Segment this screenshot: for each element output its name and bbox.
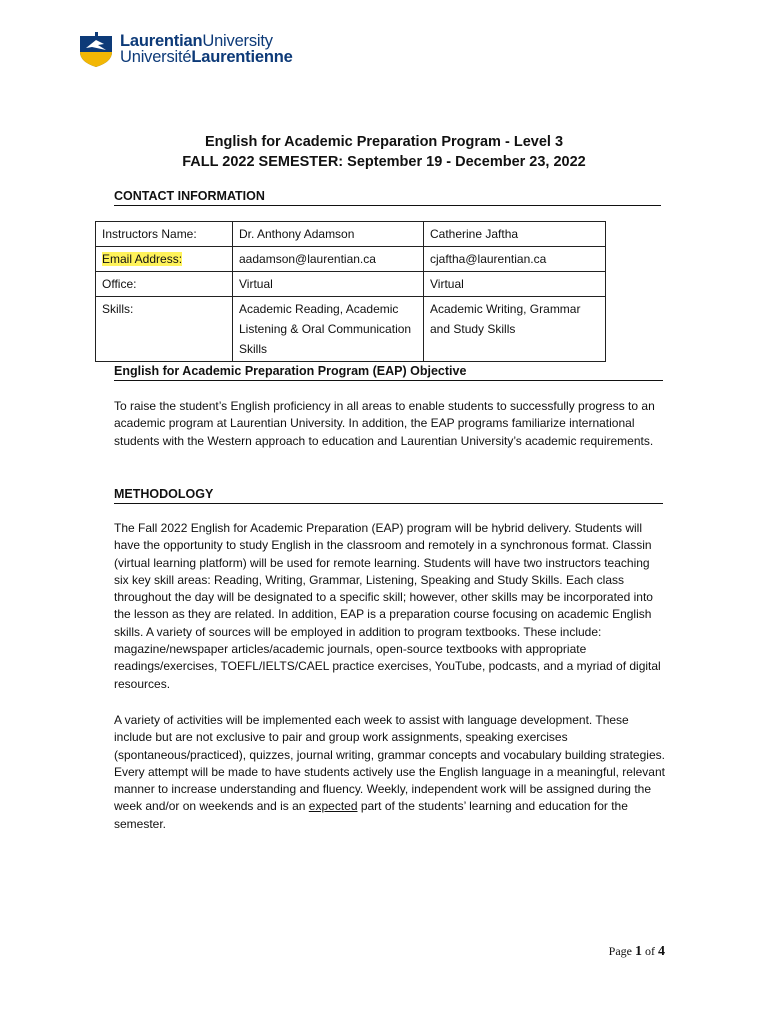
laurentian-shield-icon bbox=[78, 30, 114, 68]
table-cell: Academic Reading, Academic Listening & Oral Communication Skills bbox=[233, 297, 424, 362]
logo-line1-thin: University bbox=[202, 32, 273, 50]
table-cell: Instructors Name: bbox=[96, 222, 233, 247]
objective-heading: English for Academic Preparation Program (EAP) Objective bbox=[114, 363, 663, 381]
current-page: 1 bbox=[635, 944, 642, 959]
contact-table bbox=[95, 221, 606, 362]
methodology-text-1: The Fall 2022 English for Academic Preparation (EAP) program will be hybrid delivery. Students will have the opportunity to study English in the classroom and remotely in a synchronous format. Classin (virtual learning platform) will be used for remote learning. Students will have two instructors teaching six key skill areas: Reading, Writing, Grammar, Listening, Speaking and Study Skills. Each class throughout the day will be designated to a specific skill; however, other skills may be incorporated into the lesson as they are related. In addition, EAP is a preparation course focusing on academic English skills. A variety of sources will be employed in addition to program textbooks. These include: magazine/newspaper articles/academic journals, open-source textbooks with appropriate readings/exercises, TOEFL/IELTS/CAEL practice exercises, YouTube, podcasts, and a myriad of digital resources. bbox=[114, 521, 661, 691]
logo-line2-thin: Université bbox=[120, 48, 192, 66]
email-address-label: Email Address: bbox=[102, 252, 183, 266]
page-number bbox=[609, 944, 665, 960]
table-row bbox=[96, 222, 606, 247]
contact-heading: CONTACT INFORMATION bbox=[114, 188, 661, 206]
document-title bbox=[0, 132, 768, 172]
university-logo bbox=[78, 30, 293, 68]
objective-paragraph bbox=[114, 398, 666, 450]
title-line-2: FALL 2022 SEMESTER: September 19 - December 23, 2022 bbox=[182, 154, 586, 170]
logo-line2-bold: Laurentienne bbox=[191, 48, 293, 66]
table-cell: Virtual bbox=[233, 272, 424, 297]
table-row bbox=[96, 297, 606, 362]
methodology-paragraph-1 bbox=[114, 520, 666, 693]
page-word: Page bbox=[608, 944, 632, 958]
of-word: of bbox=[645, 944, 655, 958]
table-cell: Catherine Jaftha bbox=[424, 222, 606, 247]
expected-underlined: expected bbox=[308, 799, 358, 814]
email-link[interactable]: cjaftha@laurentian.ca bbox=[424, 247, 606, 272]
methodology-heading: METHODOLOGY bbox=[114, 486, 663, 504]
title-line-1: English for Academic Preparation Program - Level 3 bbox=[204, 134, 564, 150]
table-cell bbox=[96, 247, 233, 272]
table-cell: Academic Writing, Grammar and Study Skills bbox=[424, 297, 606, 362]
table-cell: Office: bbox=[96, 272, 233, 297]
methodology-text-2b: part of the students’ learning and education for the semester. bbox=[114, 799, 628, 831]
table-row bbox=[96, 247, 606, 272]
objective-text: To raise the student’s English proficiency in all areas to enable students to successfully progress to an academic program at Laurentian University. In addition, the EAP programs familiarize international students with the Western approach to education and Laurentian University’s academic requirements. bbox=[114, 399, 655, 448]
table-cell: Dr. Anthony Adamson bbox=[233, 222, 424, 247]
total-pages: 4 bbox=[658, 944, 665, 959]
logo-line1-bold: Laurentian bbox=[120, 32, 203, 50]
table-row bbox=[96, 272, 606, 297]
table-cell: Virtual bbox=[424, 272, 606, 297]
email-link[interactable]: aadamson@laurentian.ca bbox=[233, 247, 424, 272]
methodology-text-2a: A variety of activities will be implemented each week to assist with language development. These include but are not exclusive to pair and group work assignments, speaking exercises (spontaneous/practiced), quizzes, journal writing, grammar concepts and vocabulary building strategies. Every attempt will be made to have students actively use the English language in a meaningful, relevant manner to increase understanding and fluency. Weekly, independent work will be assigned during the week and/or on weekends and is an bbox=[114, 713, 665, 814]
methodology-paragraph-2 bbox=[114, 712, 666, 833]
table-cell: Skills: bbox=[96, 297, 233, 362]
